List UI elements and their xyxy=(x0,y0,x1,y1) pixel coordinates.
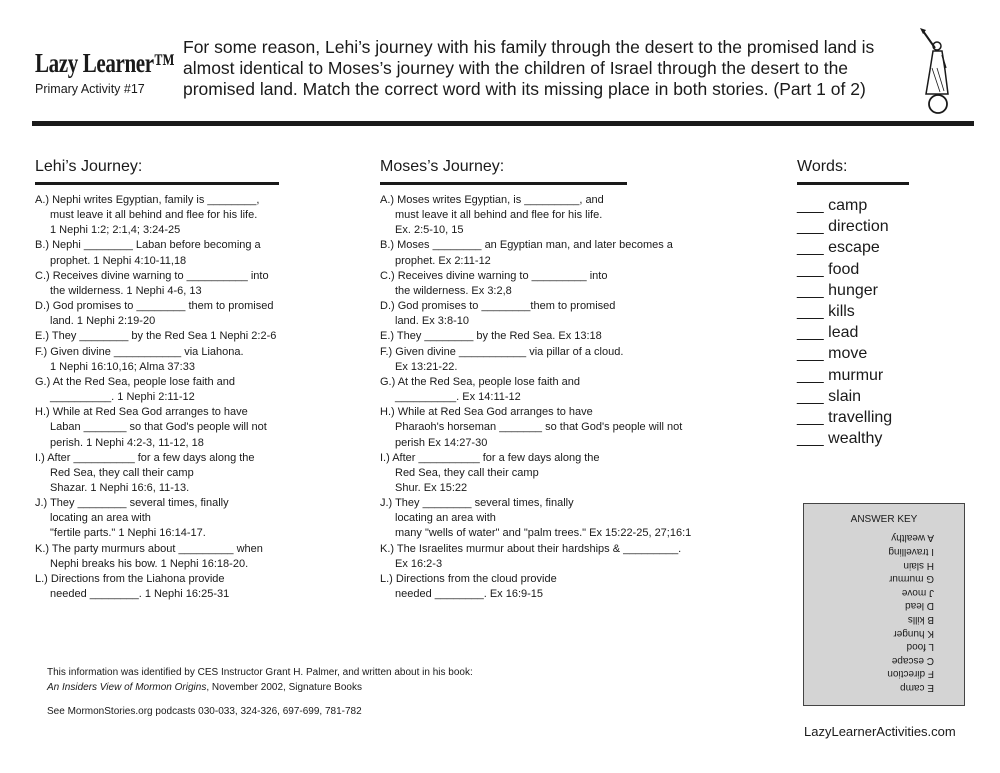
moses-item xyxy=(380,238,740,268)
intro-paragraph: For some reason, Lehi’s journey with his family through the desert to the promised land is almost identical to Moses’s journey with the children of Israel through the desert to the promised land. Match the correct word with its missing place in both stories. (Part 1 of 2) xyxy=(183,37,875,99)
moses-item-line: Pharaoh's horseman _______ so that God's people will not xyxy=(395,421,683,434)
book-reference xyxy=(47,680,473,695)
lehi-item xyxy=(35,572,355,602)
moses-item-line: Ex 16:2-3 xyxy=(395,557,443,570)
lehi-item-line: perish. 1 Nephi 4:2-3, 11-12, 18 xyxy=(50,436,204,449)
moses-item-line: the wilderness. Ex 3:2,8 xyxy=(395,284,512,297)
lehi-item-line: 1 Nephi 1:2; 2:1,4; 3:24-25 xyxy=(50,224,181,237)
answer-key-entry: F direction xyxy=(887,668,934,680)
lehi-item-line: Nephi breaks his bow. 1 Nephi 16:18-20. xyxy=(50,557,249,570)
book-details: , November 2002, Signature Books xyxy=(206,682,362,693)
word-item: ___ escape xyxy=(797,239,880,257)
lehi-item-line: K.) The party murmurs about _________ when xyxy=(35,542,263,555)
lehi-item-line: prophet. 1 Nephi 4:10-11,18 xyxy=(50,254,187,267)
lehi-item xyxy=(35,193,355,238)
moses-item xyxy=(380,193,740,238)
header-rule xyxy=(32,121,974,126)
word-item: ___ food xyxy=(797,260,860,278)
lehi-item-line: F.) Given divine ___________ via Liahona. xyxy=(35,345,244,358)
lehi-item-line: G.) At the Red Sea, people lose faith and xyxy=(35,375,235,388)
moses-item-line: __________. Ex 14:11-12 xyxy=(395,391,521,404)
lehi-item xyxy=(35,375,355,405)
answer-key-entry: A wealthy xyxy=(891,532,934,544)
lehi-item-line: L.) Directions from the Liahona provide xyxy=(35,572,225,585)
lehi-item-line: __________. 1 Nephi 2:11-12 xyxy=(50,391,195,404)
lehi-item-line: must leave it all behind and flee for his life. xyxy=(50,209,258,222)
answer-key-entry: L food xyxy=(906,641,934,653)
moses-item xyxy=(380,345,740,375)
moses-item-line: must leave it all behind and flee for his life. xyxy=(395,209,603,222)
moses-item-line: E.) They ________ by the Red Sea. Ex 13:18 xyxy=(380,330,602,343)
moses-item-line: B.) Moses ________ an Egyptian man, and later becomes a xyxy=(380,239,673,252)
word-item: ___ hunger xyxy=(797,281,878,299)
answer-key-entry: I travelling xyxy=(888,546,934,558)
moses-item-line: C.) Receives divine warning to _________ into xyxy=(380,269,608,282)
answer-key-title: ANSWER KEY xyxy=(850,514,918,525)
word-item: ___ travelling xyxy=(797,409,893,427)
lehi-item xyxy=(35,405,355,450)
moses-item xyxy=(380,375,740,405)
answer-key-entry: K hunger xyxy=(893,627,934,639)
moses-item xyxy=(380,299,740,329)
word-item: ___ camp xyxy=(797,197,868,214)
moses-item-line: D.) God promises to ________them to promised xyxy=(380,300,616,313)
lehi-item xyxy=(35,299,355,329)
lehi-item-line: Laban _______ so that God's people will not xyxy=(50,421,267,434)
moses-item xyxy=(380,269,740,299)
book-title: An Insiders View of Mormon Origins xyxy=(47,682,207,693)
word-item: ___ slain xyxy=(797,387,862,405)
answer-key-entry: E camp xyxy=(900,682,934,694)
answer-key-box xyxy=(803,503,965,706)
moses-item-line: H.) While at Red Sea God arranges to have xyxy=(380,406,593,419)
moses-item-line: J.) They ________ several times, finally xyxy=(380,497,574,510)
moses-item-line: Ex 13:21-22. xyxy=(395,360,458,373)
words-title: Words: xyxy=(797,158,848,175)
moses-item-line: locating an area with xyxy=(395,512,496,525)
lehi-item xyxy=(35,451,355,496)
answer-key-entry: C escape xyxy=(891,654,934,666)
brand-title: Lazy Learner™ xyxy=(35,48,175,78)
lehi-item-line: A.) Nephi writes Egyptian, family is ________, xyxy=(35,194,260,206)
lehi-item-line: land. 1 Nephi 2:19-20 xyxy=(50,315,156,328)
answer-key-entry: J move xyxy=(901,586,934,598)
lehi-item-line: H.) While at Red Sea God arranges to have xyxy=(35,406,248,419)
lehi-item-line: locating an area with xyxy=(50,512,151,525)
lehi-item xyxy=(35,269,355,299)
lehi-item-line: the wilderness. 1 Nephi 4-6, 13 xyxy=(50,284,202,297)
moses-title-underline xyxy=(380,182,627,185)
site-link[interactable]: LazyLearnerActivities.com xyxy=(804,724,956,739)
lehi-item-line: I.) After __________ for a few days along the xyxy=(35,451,255,464)
moses-item xyxy=(380,329,740,344)
word-item: ___ murmur xyxy=(797,366,884,384)
moses-item-line: perish Ex 14:27-30 xyxy=(395,436,488,449)
moses-item-line: I.) After __________ for a few days along the xyxy=(380,451,600,464)
word-item: ___ lead xyxy=(797,324,859,342)
brand-subtitle: Primary Activity #17 xyxy=(35,82,145,96)
lehi-item xyxy=(35,496,355,541)
moses-item-line: G.) At the Red Sea, people lose faith and xyxy=(380,375,580,388)
moses-item-line: L.) Directions from the cloud provide xyxy=(380,572,557,585)
podcasts-line: See MormonStories.org podcasts 030-033, 324-326, 697-699, 781-782 xyxy=(47,706,362,717)
lehi-item-line: 1 Nephi 16:10,16; Alma 37:33 xyxy=(50,360,195,373)
lehi-item-line: B.) Nephi ________ Laban before becoming a xyxy=(35,239,261,252)
lehi-item-line: Red Sea, they call their camp xyxy=(50,466,194,479)
moses-item-line: A.) Moses writes Egyptian, is _________, and xyxy=(380,194,604,206)
lehi-title-underline xyxy=(35,182,279,185)
words-title-underline xyxy=(797,182,909,185)
words-list xyxy=(797,195,892,449)
moses-item xyxy=(380,496,740,541)
credit-line: This information was identified by CES Instructor Grant H. Palmer, and written about in his book: xyxy=(47,667,473,678)
moses-item-line: needed ________. Ex 16:9-15 xyxy=(395,588,544,601)
moses-item-line: Shur. Ex 15:22 xyxy=(395,481,468,494)
lehi-item xyxy=(35,329,355,344)
credits xyxy=(47,665,473,695)
moses-item-line: Red Sea, they call their camp xyxy=(395,466,539,479)
word-item: ___ move xyxy=(797,345,868,363)
moses-item-line: F.) Given divine ___________ via pillar of a cloud. xyxy=(380,345,624,358)
answer-key-list xyxy=(824,531,934,694)
lehi-item-line: Shazar. 1 Nephi 16:6, 11-13. xyxy=(50,481,190,494)
lehi-item-line: "fertile parts." 1 Nephi 16:14-17. xyxy=(50,527,206,540)
moses-item-line: prophet. Ex 2:11-12 xyxy=(395,254,491,267)
moses-item-line: K.) The Israelites murmur about their hardships & _________. xyxy=(380,542,682,555)
answer-key-entry: G murmur xyxy=(889,573,934,585)
lehi-item xyxy=(35,238,355,268)
moses-item xyxy=(380,451,740,496)
lehi-item-line: C.) Receives divine warning to __________ into xyxy=(35,269,269,282)
moses-item-line: many "wells of water" and "palm trees." Ex 15:22-25, 27;16:1 xyxy=(395,527,692,540)
moses-title: Moses’s Journey: xyxy=(380,158,505,175)
moses-item xyxy=(380,542,740,572)
lehi-item-line: D.) God promises to ________ them to promised xyxy=(35,300,274,313)
angel-moroni-icon xyxy=(915,28,957,118)
lehi-title: Lehi’s Journey: xyxy=(35,158,143,175)
word-item: ___ direction xyxy=(797,218,889,236)
lehi-item xyxy=(35,542,355,572)
moses-item-line: land. Ex 3:8-10 xyxy=(395,315,469,328)
moses-item xyxy=(380,572,740,602)
lehi-item-line: needed ________. 1 Nephi 16:25-31 xyxy=(50,588,230,601)
lehi-items xyxy=(35,193,355,602)
word-item: ___ kills xyxy=(797,303,855,321)
answer-key-entry: D lead xyxy=(905,600,934,612)
moses-item xyxy=(380,405,740,450)
word-item: ___ wealthy xyxy=(797,430,883,448)
answer-key-entry: B kills xyxy=(907,614,934,626)
lehi-item-line: J.) They ________ several times, finally xyxy=(35,497,229,510)
lehi-item xyxy=(35,345,355,375)
answer-key-entry: H slain xyxy=(903,559,934,571)
lehi-item-line: E.) They ________ by the Red Sea 1 Nephi 2:2-6 xyxy=(35,330,277,343)
moses-item-line: Ex. 2:5-10, 15 xyxy=(395,224,464,237)
moses-items xyxy=(380,193,740,602)
